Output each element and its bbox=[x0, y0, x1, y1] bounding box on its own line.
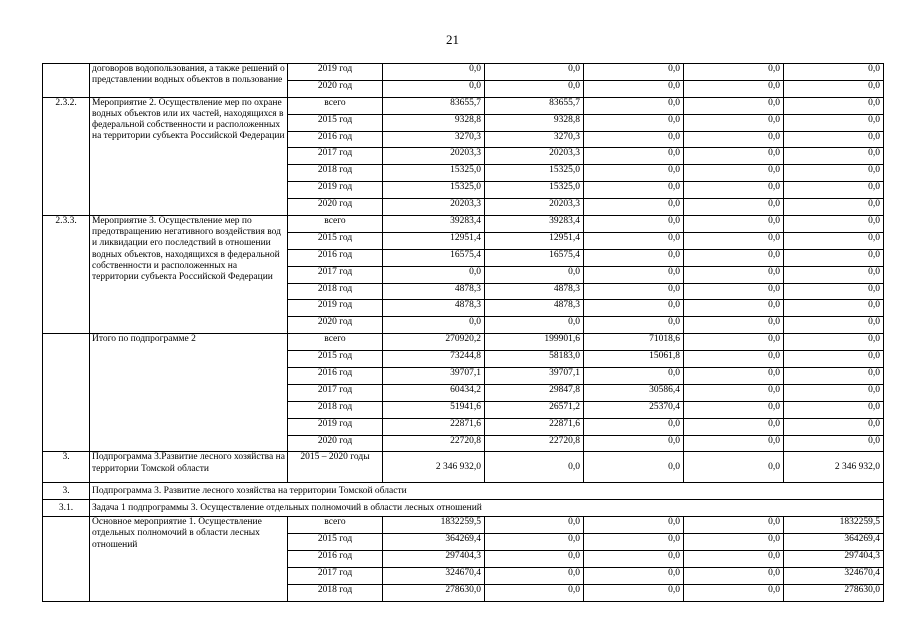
amount-cell: 0,0 bbox=[784, 131, 884, 148]
amount-cell: 0,0 bbox=[784, 401, 884, 418]
period-cell: 2019 год bbox=[288, 182, 383, 199]
amount-cell: 22871,6 bbox=[383, 418, 485, 435]
measure-name: договоров водопользования, а также решений о представлении водных объектов в пользование bbox=[90, 64, 288, 98]
amount-cell: 0,0 bbox=[784, 435, 884, 452]
page-number: 21 bbox=[446, 32, 459, 47]
measure-name: Итого по подпрограмме 2 bbox=[90, 334, 288, 452]
row-code: 2.3.2. bbox=[43, 97, 90, 215]
amount-cell: 58183,0 bbox=[485, 351, 584, 368]
amount-cell: 22720,8 bbox=[383, 435, 485, 452]
amount-cell: 0,0 bbox=[784, 384, 884, 401]
amount-cell: 0,0 bbox=[784, 80, 884, 97]
row-code bbox=[43, 64, 90, 98]
amount-cell: 297404,3 bbox=[784, 551, 884, 568]
period-cell: 2016 год bbox=[288, 368, 383, 385]
amount-cell: 0,0 bbox=[383, 80, 485, 97]
amount-cell: 0,0 bbox=[383, 266, 485, 283]
amount-cell: 51941,6 bbox=[383, 401, 485, 418]
amount-cell: 0,0 bbox=[584, 80, 684, 97]
amount-cell: 278630,0 bbox=[784, 584, 884, 601]
amount-cell: 0,0 bbox=[784, 283, 884, 300]
period-cell: 2020 год bbox=[288, 80, 383, 97]
amount-cell: 2 346 932,0 bbox=[784, 452, 884, 483]
row-code: 2.3.3. bbox=[43, 216, 90, 334]
amount-cell: 0,0 bbox=[684, 300, 784, 317]
period-cell: всего bbox=[288, 517, 383, 534]
period-cell: 2015 год bbox=[288, 114, 383, 131]
row-code bbox=[43, 517, 90, 601]
amount-cell: 0,0 bbox=[784, 266, 884, 283]
amount-cell: 0,0 bbox=[684, 584, 784, 601]
amount-cell: 15061,8 bbox=[584, 351, 684, 368]
amount-cell: 0,0 bbox=[485, 317, 584, 334]
amount-cell: 0,0 bbox=[684, 199, 784, 216]
amount-cell: 0,0 bbox=[485, 584, 584, 601]
amount-cell: 0,0 bbox=[784, 64, 884, 81]
period-cell: 2017 год bbox=[288, 266, 383, 283]
period-cell: 2020 год bbox=[288, 199, 383, 216]
amount-cell: 0,0 bbox=[584, 216, 684, 233]
period-cell: 2018 год bbox=[288, 401, 383, 418]
amount-cell: 60434,2 bbox=[383, 384, 485, 401]
period-cell: всего bbox=[288, 97, 383, 114]
amount-cell: 0,0 bbox=[684, 517, 784, 534]
amount-cell: 0,0 bbox=[784, 351, 884, 368]
amount-cell: 22720,8 bbox=[485, 435, 584, 452]
row-code bbox=[43, 334, 90, 452]
amount-cell: 15325,0 bbox=[485, 165, 584, 182]
amount-cell: 0,0 bbox=[584, 567, 684, 584]
period-cell: 2015 год bbox=[288, 351, 383, 368]
amount-cell: 0,0 bbox=[784, 232, 884, 249]
amount-cell: 0,0 bbox=[684, 266, 784, 283]
period-cell: 2018 год bbox=[288, 165, 383, 182]
amount-cell: 9328,8 bbox=[383, 114, 485, 131]
period-cell: 2017 год bbox=[288, 384, 383, 401]
amount-cell: 0,0 bbox=[584, 131, 684, 148]
amount-cell: 0,0 bbox=[383, 64, 485, 81]
amount-cell: 0,0 bbox=[784, 300, 884, 317]
amount-cell: 16575,4 bbox=[383, 249, 485, 266]
amount-cell: 324670,4 bbox=[383, 567, 485, 584]
amount-cell: 0,0 bbox=[684, 452, 784, 483]
amount-cell: 83655,7 bbox=[383, 97, 485, 114]
amount-cell: 0,0 bbox=[684, 283, 784, 300]
amount-cell: 364269,4 bbox=[784, 534, 884, 551]
amount-cell: 0,0 bbox=[584, 435, 684, 452]
amount-cell: 26571,2 bbox=[485, 401, 584, 418]
amount-cell: 364269,4 bbox=[383, 534, 485, 551]
table-row bbox=[43, 334, 884, 351]
amount-cell: 0,0 bbox=[485, 551, 584, 568]
period-cell: 2020 год bbox=[288, 317, 383, 334]
amount-cell: 2 346 932,0 bbox=[383, 452, 485, 483]
amount-cell: 0,0 bbox=[584, 64, 684, 81]
section-title: Задача 1 подпрограммы 3. Осуществление отдельных полномочий в области лесных отношений bbox=[90, 500, 884, 517]
amount-cell: 25370,4 bbox=[584, 401, 684, 418]
amount-cell: 0,0 bbox=[684, 418, 784, 435]
amount-cell: 0,0 bbox=[684, 232, 784, 249]
amount-cell: 0,0 bbox=[684, 368, 784, 385]
amount-cell: 0,0 bbox=[784, 249, 884, 266]
amount-cell: 270920,2 bbox=[383, 334, 485, 351]
amount-cell: 0,0 bbox=[485, 534, 584, 551]
period-cell: 2016 год bbox=[288, 131, 383, 148]
amount-cell: 0,0 bbox=[684, 317, 784, 334]
amount-cell: 1832259,5 bbox=[784, 517, 884, 534]
table-row bbox=[43, 64, 884, 81]
amount-cell: 12951,4 bbox=[383, 232, 485, 249]
section-title: Подпрограмма 3. Развитие лесного хозяйства на территории Томской области bbox=[90, 483, 884, 500]
amount-cell: 0,0 bbox=[684, 114, 784, 131]
amount-cell: 0,0 bbox=[784, 165, 884, 182]
amount-cell: 0,0 bbox=[684, 148, 784, 165]
amount-cell: 4878,3 bbox=[383, 300, 485, 317]
amount-cell: 15325,0 bbox=[383, 182, 485, 199]
measure-name: Подпрограмма 3.Развитие лесного хозяйства на территории Томской области bbox=[90, 452, 288, 483]
amount-cell: 0,0 bbox=[784, 148, 884, 165]
amount-cell: 297404,3 bbox=[383, 551, 485, 568]
period-cell: 2017 год bbox=[288, 148, 383, 165]
amount-cell: 0,0 bbox=[784, 199, 884, 216]
amount-cell: 0,0 bbox=[684, 351, 784, 368]
amount-cell: 0,0 bbox=[584, 249, 684, 266]
amount-cell: 0,0 bbox=[584, 165, 684, 182]
amount-cell: 0,0 bbox=[584, 368, 684, 385]
amount-cell: 0,0 bbox=[684, 551, 784, 568]
amount-cell: 0,0 bbox=[584, 199, 684, 216]
period-cell: 2019 год bbox=[288, 300, 383, 317]
table-row bbox=[43, 97, 884, 114]
amount-cell: 0,0 bbox=[584, 97, 684, 114]
amount-cell: 0,0 bbox=[684, 80, 784, 97]
amount-cell: 20203,3 bbox=[383, 199, 485, 216]
amount-cell: 0,0 bbox=[684, 165, 784, 182]
amount-cell: 3270,3 bbox=[485, 131, 584, 148]
period-cell: всего bbox=[288, 334, 383, 351]
table-row bbox=[43, 517, 884, 534]
amount-cell: 4878,3 bbox=[485, 283, 584, 300]
amount-cell: 29847,8 bbox=[485, 384, 584, 401]
amount-cell: 39707,1 bbox=[383, 368, 485, 385]
section-header-row bbox=[43, 483, 884, 500]
amount-cell: 71018,6 bbox=[584, 334, 684, 351]
amount-cell: 199901,6 bbox=[485, 334, 584, 351]
period-cell: 2018 год bbox=[288, 584, 383, 601]
amount-cell: 0,0 bbox=[584, 148, 684, 165]
amount-cell: 3270,3 bbox=[383, 131, 485, 148]
amount-cell: 0,0 bbox=[684, 567, 784, 584]
amount-cell: 12951,4 bbox=[485, 232, 584, 249]
amount-cell: 15325,0 bbox=[383, 165, 485, 182]
amount-cell: 0,0 bbox=[584, 266, 684, 283]
amount-cell: 4878,3 bbox=[485, 300, 584, 317]
amount-cell: 0,0 bbox=[684, 97, 784, 114]
amount-cell: 83655,7 bbox=[485, 97, 584, 114]
amount-cell: 16575,4 bbox=[485, 249, 584, 266]
amount-cell: 0,0 bbox=[684, 401, 784, 418]
row-code: 3. bbox=[43, 452, 90, 483]
amount-cell: 1832259,5 bbox=[383, 517, 485, 534]
amount-cell: 22871,6 bbox=[485, 418, 584, 435]
amount-cell: 0,0 bbox=[584, 551, 684, 568]
amount-cell: 73244,8 bbox=[383, 351, 485, 368]
amount-cell: 0,0 bbox=[684, 384, 784, 401]
amount-cell: 0,0 bbox=[584, 182, 684, 199]
amount-cell: 39283,4 bbox=[485, 216, 584, 233]
amount-cell: 20203,3 bbox=[485, 199, 584, 216]
period-cell: 2015 год bbox=[288, 534, 383, 551]
amount-cell: 9328,8 bbox=[485, 114, 584, 131]
amount-cell: 0,0 bbox=[684, 131, 784, 148]
amount-cell: 0,0 bbox=[684, 249, 784, 266]
amount-cell: 0,0 bbox=[684, 182, 784, 199]
amount-cell: 30586,4 bbox=[584, 384, 684, 401]
amount-cell: 0,0 bbox=[584, 418, 684, 435]
measure-name: Мероприятие 2. Осуществление мер по охране водных объектов или их частей, находящихся в федеральной собственности и расположенных на территории субъекта Российской Федерации bbox=[90, 97, 288, 215]
row-code: 3. bbox=[43, 483, 90, 500]
amount-cell: 0,0 bbox=[684, 435, 784, 452]
amount-cell: 0,0 bbox=[684, 216, 784, 233]
table-row bbox=[43, 216, 884, 233]
amount-cell: 0,0 bbox=[784, 334, 884, 351]
amount-cell: 0,0 bbox=[485, 452, 584, 483]
amount-cell: 39707,1 bbox=[485, 368, 584, 385]
amount-cell: 0,0 bbox=[485, 266, 584, 283]
period-cell: 2016 год bbox=[288, 551, 383, 568]
amount-cell: 0,0 bbox=[584, 534, 684, 551]
amount-cell: 0,0 bbox=[485, 80, 584, 97]
period-cell: всего bbox=[288, 216, 383, 233]
amount-cell: 0,0 bbox=[784, 317, 884, 334]
amount-cell: 0,0 bbox=[784, 216, 884, 233]
amount-cell: 0,0 bbox=[584, 317, 684, 334]
amount-cell: 0,0 bbox=[784, 114, 884, 131]
amount-cell: 0,0 bbox=[584, 452, 684, 483]
amount-cell: 0,0 bbox=[584, 584, 684, 601]
period-cell: 2015 год bbox=[288, 232, 383, 249]
amount-cell: 15325,0 bbox=[485, 182, 584, 199]
amount-cell: 0,0 bbox=[584, 114, 684, 131]
measure-name: Мероприятие 3. Осуществление мер по предотвращению негативного воздействия вод и ликвидации его последствий в отношении водных объектов, находящихся в федеральной собственности и расположенных на территории субъекта Российской Федерации bbox=[90, 216, 288, 334]
period-cell: 2019 год bbox=[288, 418, 383, 435]
period-cell: 2020 год bbox=[288, 435, 383, 452]
amount-cell: 0,0 bbox=[485, 517, 584, 534]
amount-cell: 0,0 bbox=[383, 317, 485, 334]
amount-cell: 20203,3 bbox=[383, 148, 485, 165]
period-cell: 2019 год bbox=[288, 64, 383, 81]
period-cell: 2018 год bbox=[288, 283, 383, 300]
period-cell: 2016 год bbox=[288, 249, 383, 266]
amount-cell: 0,0 bbox=[584, 300, 684, 317]
amount-cell: 0,0 bbox=[485, 64, 584, 81]
amount-cell: 20203,3 bbox=[485, 148, 584, 165]
budget-table bbox=[42, 63, 884, 602]
amount-cell: 0,0 bbox=[584, 283, 684, 300]
measure-name: Основное мероприятие 1. Осуществление отдельных полномочий в области лесных отношений bbox=[90, 517, 288, 601]
period-cell: 2015 – 2020 годы bbox=[288, 452, 383, 483]
amount-cell: 278630,0 bbox=[383, 584, 485, 601]
amount-cell: 0,0 bbox=[784, 418, 884, 435]
amount-cell: 4878,3 bbox=[383, 283, 485, 300]
amount-cell: 0,0 bbox=[584, 517, 684, 534]
table-row bbox=[43, 452, 884, 483]
amount-cell: 0,0 bbox=[684, 334, 784, 351]
period-cell: 2017 год bbox=[288, 567, 383, 584]
amount-cell: 39283,4 bbox=[383, 216, 485, 233]
amount-cell: 0,0 bbox=[784, 368, 884, 385]
amount-cell: 324670,4 bbox=[784, 567, 884, 584]
amount-cell: 0,0 bbox=[584, 232, 684, 249]
amount-cell: 0,0 bbox=[784, 182, 884, 199]
amount-cell: 0,0 bbox=[684, 64, 784, 81]
amount-cell: 0,0 bbox=[485, 567, 584, 584]
section-header-row bbox=[43, 500, 884, 517]
row-code: 3.1. bbox=[43, 500, 90, 517]
amount-cell: 0,0 bbox=[784, 97, 884, 114]
amount-cell: 0,0 bbox=[684, 534, 784, 551]
